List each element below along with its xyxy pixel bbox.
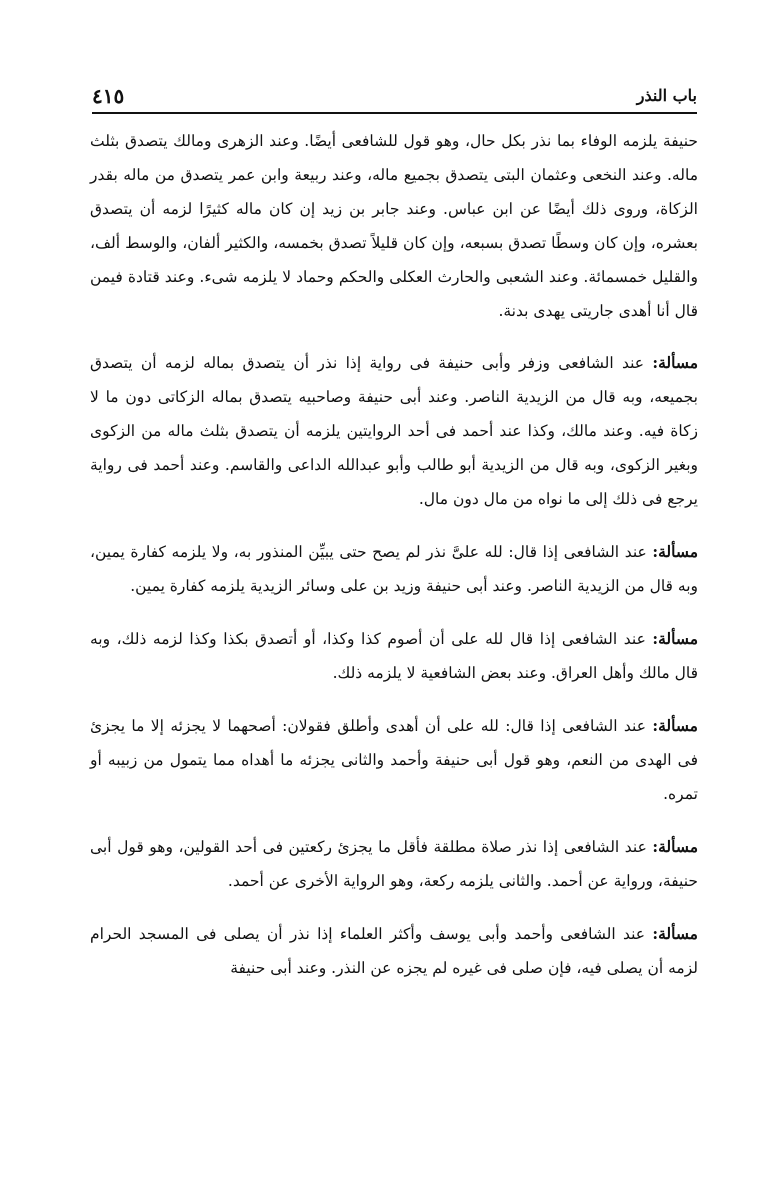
masala-label: مسألة: xyxy=(652,542,698,561)
page-header xyxy=(92,84,697,114)
masala-label: مسألة: xyxy=(652,353,698,372)
paragraph-text: عند الشافعى إذا نذر صلاة مطلقة فأقل ما يجزئ ركعتين فى أحد القولين، وهو قول أبى حنيفة، ورواية عن أحمد. والثانى يلزمه ركعة، وهو الرواية الأخرى عن أحمد. xyxy=(90,838,698,890)
paragraph-masala xyxy=(90,622,698,690)
page-number: ٤١٥ xyxy=(92,84,125,108)
masala-label: مسألة: xyxy=(652,837,698,856)
chapter-title: باب النذر xyxy=(636,86,697,105)
masala-label: مسألة: xyxy=(652,629,698,648)
page-body xyxy=(90,124,698,1004)
masala-label: مسألة: xyxy=(652,716,698,735)
masala-label: مسألة: xyxy=(652,924,698,943)
paragraph-text: حنيفة يلزمه الوفاء بما نذر بكل حال، وهو قول للشافعى أيضًا. وعند الزهرى ومالك يتصدق بثلث ماله. وعند النخعى وعثمان البتى يتصدق بجميع ماله، وعند ربيعة وابن عمر يتصدق من ماله بقدر الزكاة، وروى ذلك أيضًا عن ابن عباس. وعند جابر بن زيد إن كان ماله كثيرًا لزمه أن يتصدق بعشره، وإن كان وسطًا تصدق بسبعه، وإن كان قليلاً تصدق بخمسه، والكثير ألفان، والوسط ألف، والقليل خمسمائة. وعند الشعبى والحارث العكلى والحكم وحماد لا يلزمه شىء. وعند قتادة فيمن قال أنا أهدى جاريتى يهدى بدنة. xyxy=(90,132,698,320)
paragraph-continuation xyxy=(90,124,698,328)
paragraph-masala xyxy=(90,830,698,898)
paragraph-masala xyxy=(90,346,698,516)
paragraph-masala xyxy=(90,709,698,811)
paragraph-text: عند الشافعى إذا قال لله على أن أصوم كذا وكذا، أو أتصدق بكذا وكذا لزمه ذلك، وبه قال مالك وأهل العراق. وعند بعض الشافعية لا يلزمه ذلك. xyxy=(90,630,698,682)
paragraph-text: عند الشافعى إذا قال: لله علىَّ نذر لم يصح حتى يبيِّن المنذور به، ولا يلزمه كفارة يمين، وبه قال من الزيدية الناصر. وعند أبى حنيفة وزيد بن على وسائر الزيدية يلزمه كفارة يمين. xyxy=(90,543,698,595)
paragraph-text: عند الشافعى وأحمد وأبى يوسف وأكثر العلماء إذا نذر أن يصلى فى المسجد الحرام لزمه أن يصلى فيه، فإن صلى فى غيره لم يجزه عن النذر. وعند أبى حنيفة xyxy=(90,925,698,977)
paragraph-masala xyxy=(90,535,698,603)
paragraph-text: عند الشافعى إذا قال: لله على أن أهدى وأطلق فقولان: أصحهما لا يجزئه إلا ما يجزئ فى الهدى من النعم، وهو قول أبى حنيفة وأحمد والثانى يجزئه ما أهداه مما يتمول من زبيبه أو تمره. xyxy=(90,717,698,803)
paragraph-masala xyxy=(90,917,698,985)
paragraph-text: عند الشافعى وزفر وأبى حنيفة فى رواية إذا نذر أن يتصدق بماله لزمه أن يتصدق بجميعه، وبه قال من الزيدية الناصر. وعند أبى حنيفة وصاحبيه يتصدق بماله الزكاتى دون ما لا زكاة فيه. وعند مالك، وكذا عند أحمد فى أحد الروايتين يلزمه أن يتصدق بثلث ماله من الزكوى وبغير الزكوى، وبه قال من الزيدية أبو طالب وأبو عبدالله الداعى والقاسم. وعند أحمد فى رواية يرجع فى ذلك إلى ما نواه من مال دون مال. xyxy=(90,354,698,508)
